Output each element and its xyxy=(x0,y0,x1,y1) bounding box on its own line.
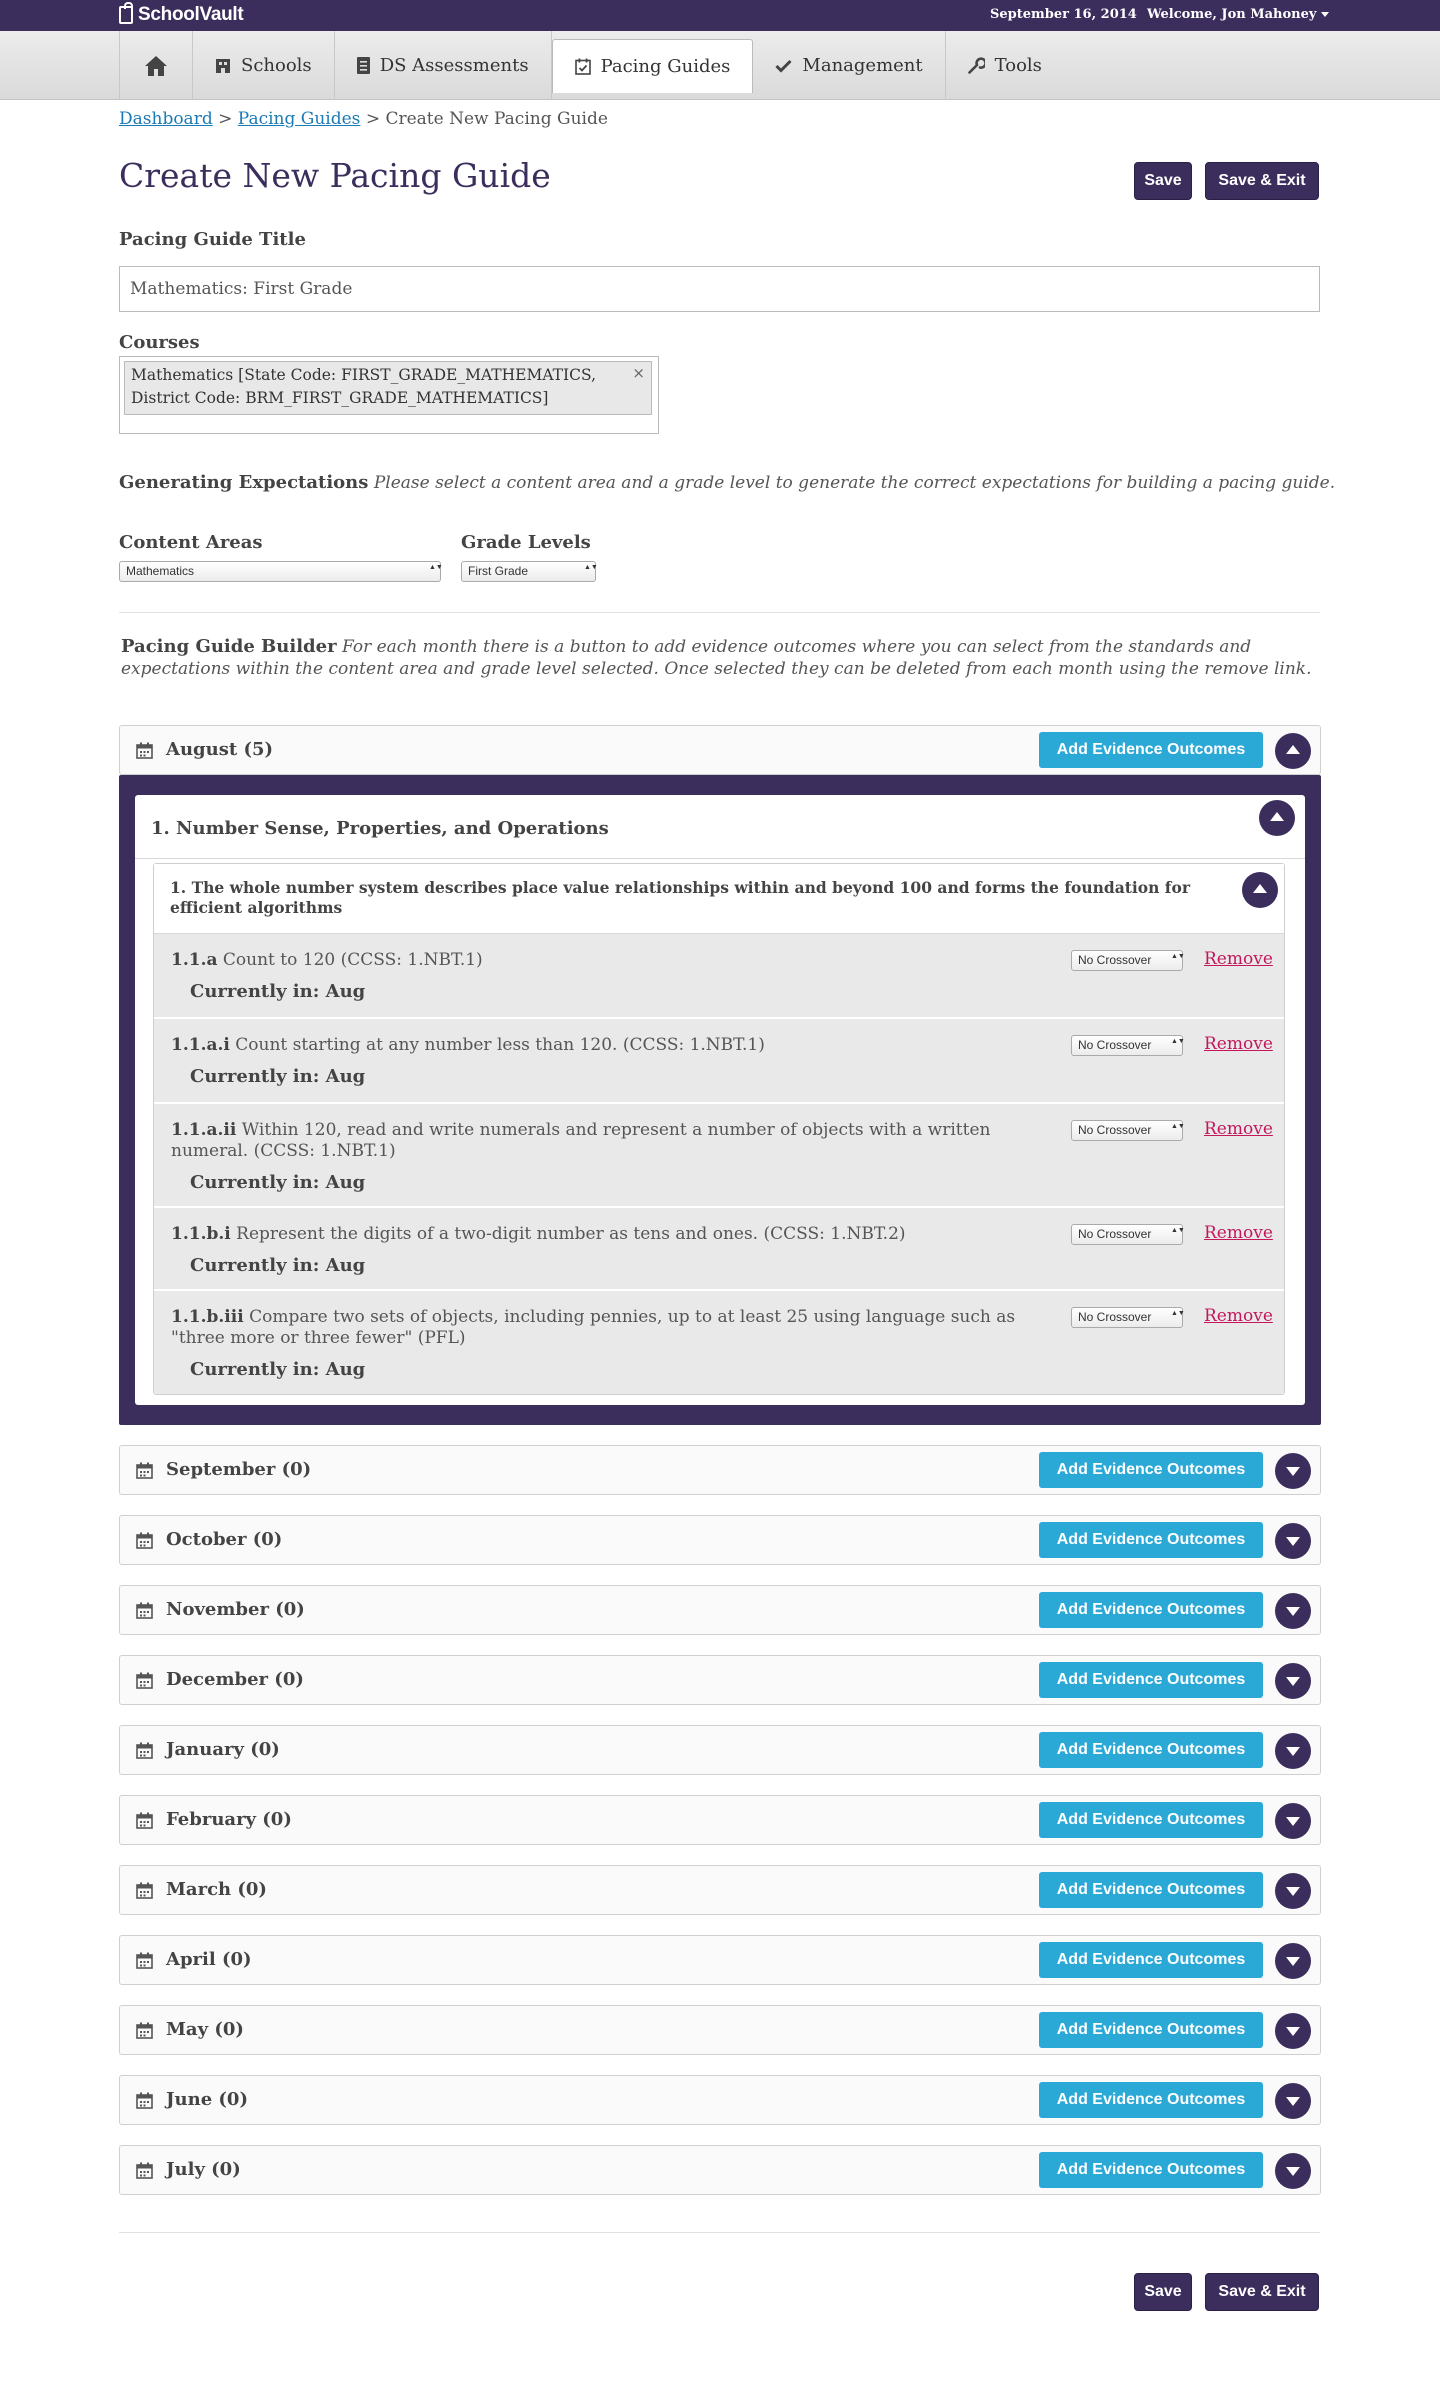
document-icon xyxy=(357,57,370,74)
course-chip xyxy=(124,361,652,415)
calendar-icon xyxy=(136,2022,153,2039)
collapse-up-icon[interactable] xyxy=(1242,872,1278,908)
crossover-value: No Crossover xyxy=(1078,1227,1152,1241)
expand-down-icon[interactable] xyxy=(1275,1663,1311,1699)
breadcrumb-separator: > xyxy=(365,109,381,129)
select-arrows-icon: ▲▼ xyxy=(429,564,443,571)
month-july[interactable] xyxy=(119,2145,1321,2195)
crossover-value: No Crossover xyxy=(1078,1123,1152,1137)
month-february[interactable] xyxy=(119,1795,1321,1845)
add-evidence-outcomes-button[interactable]: Add Evidence Outcomes xyxy=(1039,732,1263,768)
content-area-select[interactable] xyxy=(119,561,441,582)
add-evidence-outcomes-button[interactable]: Add Evidence Outcomes xyxy=(1039,1732,1263,1768)
breadcrumb-current: Create New Pacing Guide xyxy=(385,109,608,129)
expand-down-icon[interactable] xyxy=(1275,2153,1311,2189)
select-arrows-icon: ▲▼ xyxy=(1171,1227,1185,1234)
home-icon xyxy=(144,55,168,77)
pacing-guide-builder-intro xyxy=(121,636,1326,680)
remove-link[interactable]: Remove xyxy=(1204,949,1273,969)
calendar-icon xyxy=(136,1882,153,1899)
remove-link[interactable]: Remove xyxy=(1204,1119,1273,1139)
nav-pacing-guides-label: Pacing Guides xyxy=(600,56,731,77)
month-label: January (0) xyxy=(166,1739,280,1760)
august-panel xyxy=(119,775,1321,1425)
outcome-current: Currently in: Aug xyxy=(190,1359,366,1380)
month-january[interactable] xyxy=(119,1725,1321,1775)
calendar-check-icon xyxy=(575,58,591,75)
grade-level-value: First Grade xyxy=(468,564,529,578)
save-exit-button-bottom[interactable]: Save & Exit xyxy=(1205,2273,1319,2311)
calendar-icon xyxy=(136,2162,153,2179)
breadcrumb xyxy=(119,109,608,129)
nav-tools-label: Tools xyxy=(994,55,1042,76)
calendar-icon xyxy=(136,1812,153,1829)
brand-logo[interactable] xyxy=(119,4,243,26)
save-button-bottom[interactable]: Save xyxy=(1134,2273,1192,2311)
crossover-value: No Crossover xyxy=(1078,1038,1152,1052)
breadcrumb-dashboard-link[interactable]: Dashboard xyxy=(119,109,213,129)
nav-home[interactable] xyxy=(120,31,193,100)
add-evidence-outcomes-button[interactable]: Add Evidence Outcomes xyxy=(1039,1592,1263,1628)
expand-down-icon[interactable] xyxy=(1275,2013,1311,2049)
generating-description: Please select a content area and a grade level to generate the correct expectations for building a pacing guide. xyxy=(373,473,1336,493)
top-bar xyxy=(0,0,1440,31)
content-areas-label: Content Areas xyxy=(119,532,263,553)
welcome-text: Welcome, Jon Mahoney xyxy=(1147,7,1317,22)
month-may[interactable] xyxy=(119,2005,1321,2055)
domain-card xyxy=(135,795,1305,1405)
crossover-value: No Crossover xyxy=(1078,1310,1152,1324)
nav-management-label: Management xyxy=(802,55,923,76)
outcome-text xyxy=(171,1120,1051,1162)
month-label: August (5) xyxy=(166,739,273,760)
outcome-description: Compare two sets of objects, including pennies, up to at least 25 using language such as "three more or three fewer" (PFL) xyxy=(171,1307,1016,1348)
divider xyxy=(119,612,1320,613)
outcome-current: Currently in: Aug xyxy=(190,1172,366,1193)
builder-description: For each month there is a button to add evidence outcomes where you can select from the standards and expectations within the content area and grade level selected. Once selected they can be deleted from each month using the remove link. xyxy=(121,637,1312,679)
breadcrumb-pacing-guides-link[interactable]: Pacing Guides xyxy=(237,109,361,129)
select-arrows-icon: ▲▼ xyxy=(584,564,598,571)
generating-expectations xyxy=(119,472,1335,493)
expand-down-icon[interactable] xyxy=(1275,1733,1311,1769)
wrench-icon xyxy=(968,57,985,74)
standard-title: 1. The whole number system describes place value relationships within and beyond 100 and forms the foundation for efficient algorithms xyxy=(170,878,1190,917)
generating-heading: Generating Expectations xyxy=(119,472,369,493)
expand-down-icon[interactable] xyxy=(1275,1593,1311,1629)
save-button[interactable]: Save xyxy=(1134,162,1192,200)
month-label: June (0) xyxy=(166,2089,248,2110)
nav-ds-assessments-label: DS Assessments xyxy=(379,55,529,76)
add-evidence-outcomes-button[interactable]: Add Evidence Outcomes xyxy=(1039,2082,1263,2118)
add-evidence-outcomes-button[interactable]: Add Evidence Outcomes xyxy=(1039,1522,1263,1558)
nav-management[interactable] xyxy=(753,31,945,100)
outcome-current: Currently in: Aug xyxy=(190,1255,366,1276)
remove-link[interactable]: Remove xyxy=(1204,1034,1273,1054)
outcome-description: Represent the digits of a two-digit number as tens and ones. (CCSS: 1.NBT.2) xyxy=(236,1224,906,1244)
month-august[interactable] xyxy=(119,725,1321,775)
collapse-up-icon[interactable] xyxy=(1259,800,1295,836)
month-label: November (0) xyxy=(166,1599,305,1620)
crossover-select[interactable] xyxy=(1071,1224,1183,1245)
breadcrumb-separator: > xyxy=(218,109,233,129)
expand-down-icon[interactable] xyxy=(1275,1453,1311,1489)
title-label: Pacing Guide Title xyxy=(119,229,306,250)
month-label: February (0) xyxy=(166,1809,292,1830)
calendar-icon xyxy=(136,742,153,759)
collapse-up-icon[interactable] xyxy=(1275,733,1311,769)
domain-title: 1. Number Sense, Properties, and Operations xyxy=(151,818,609,839)
month-september[interactable] xyxy=(119,1445,1321,1495)
builder-heading: Pacing Guide Builder xyxy=(121,636,337,657)
courses-multiselect[interactable] xyxy=(119,356,659,434)
pacing-guide-title-input[interactable]: Mathematics: First Grade xyxy=(119,266,1320,312)
course-chip-text: Mathematics [State Code: FIRST_GRADE_MATHEMATICS, District Code: BRM_FIRST_GRADE_MATHEMATICS] xyxy=(131,366,596,407)
expand-down-icon[interactable] xyxy=(1275,1523,1311,1559)
outcome-current: Currently in: Aug xyxy=(190,1066,366,1087)
standard-header[interactable] xyxy=(154,864,1284,934)
outcome-code: 1.1.a.i xyxy=(171,1035,230,1055)
grade-level-select[interactable] xyxy=(461,561,596,582)
checkmark-icon xyxy=(775,59,792,73)
caret-down-icon xyxy=(1321,12,1329,17)
month-april[interactable] xyxy=(119,1935,1321,1985)
divider xyxy=(119,2232,1320,2233)
standard-card xyxy=(153,863,1285,1395)
month-label: December (0) xyxy=(166,1669,304,1690)
page-title: Create New Pacing Guide xyxy=(119,156,551,195)
main-nav xyxy=(0,31,1440,100)
crossover-value: No Crossover xyxy=(1078,953,1152,967)
outcome-code: 1.1.a.ii xyxy=(171,1120,237,1140)
nav-schools[interactable] xyxy=(193,31,335,100)
crossover-select[interactable] xyxy=(1071,1307,1183,1328)
outcome-row xyxy=(154,1208,1284,1291)
user-menu[interactable] xyxy=(1147,7,1329,22)
expand-down-icon[interactable] xyxy=(1275,1873,1311,1909)
outcome-row xyxy=(154,934,1284,1019)
outcome-code: 1.1.b.iii xyxy=(171,1307,244,1327)
content-area-value: Mathematics xyxy=(126,564,195,578)
outcome-description: Within 120, read and write numerals and represent a number of objects with a written numeral. (CCSS: 1.NBT.1) xyxy=(171,1120,991,1161)
crossover-select[interactable] xyxy=(1071,1120,1183,1141)
outcome-current: Currently in: Aug xyxy=(190,981,366,1002)
month-label: October (0) xyxy=(166,1529,283,1550)
calendar-icon xyxy=(136,1672,153,1689)
domain-header[interactable] xyxy=(135,795,1305,859)
add-evidence-outcomes-button[interactable]: Add Evidence Outcomes xyxy=(1039,1452,1263,1488)
calendar-icon xyxy=(136,1462,153,1479)
add-evidence-outcomes-button[interactable]: Add Evidence Outcomes xyxy=(1039,1802,1263,1838)
month-label: May (0) xyxy=(166,2019,244,2040)
calendar-icon xyxy=(136,2092,153,2109)
remove-link[interactable]: Remove xyxy=(1204,1223,1273,1243)
add-evidence-outcomes-button[interactable]: Add Evidence Outcomes xyxy=(1039,2012,1263,2048)
outcome-text xyxy=(171,1224,1051,1245)
select-arrows-icon: ▲▼ xyxy=(1171,1310,1185,1317)
outcome-text xyxy=(171,950,1051,971)
month-november[interactable] xyxy=(119,1585,1321,1635)
nav-pacing-guides[interactable] xyxy=(552,39,754,93)
select-arrows-icon: ▲▼ xyxy=(1171,1038,1185,1045)
courses-label: Courses xyxy=(119,332,200,353)
schools-icon xyxy=(215,58,231,74)
outcome-text xyxy=(171,1307,1051,1349)
current-date: September 16, 2014 xyxy=(990,7,1137,22)
remove-link[interactable]: Remove xyxy=(1204,1306,1273,1326)
outcome-description: Count to 120 (CCSS: 1.NBT.1) xyxy=(222,950,483,970)
expand-down-icon[interactable] xyxy=(1275,2083,1311,2119)
outcome-code: 1.1.b.i xyxy=(171,1224,231,1244)
calendar-icon xyxy=(136,1952,153,1969)
add-evidence-outcomes-button[interactable]: Add Evidence Outcomes xyxy=(1039,1872,1263,1908)
vault-icon xyxy=(119,6,133,24)
calendar-icon xyxy=(136,1742,153,1759)
outcome-text xyxy=(171,1035,1051,1056)
add-evidence-outcomes-button[interactable]: Add Evidence Outcomes xyxy=(1039,1662,1263,1698)
crossover-select[interactable] xyxy=(1071,950,1183,971)
outcome-description: Count starting at any number less than 120. (CCSS: 1.NBT.1) xyxy=(235,1035,765,1055)
outcome-code: 1.1.a xyxy=(171,950,218,970)
month-december[interactable] xyxy=(119,1655,1321,1705)
grade-levels-label: Grade Levels xyxy=(461,532,591,553)
outcome-row xyxy=(154,1104,1284,1208)
nav-ds-assessments[interactable] xyxy=(335,31,552,100)
add-evidence-outcomes-button[interactable]: Add Evidence Outcomes xyxy=(1039,2152,1263,2188)
expand-down-icon[interactable] xyxy=(1275,1803,1311,1839)
chip-remove-icon[interactable]: × xyxy=(632,364,645,382)
add-evidence-outcomes-button[interactable]: Add Evidence Outcomes xyxy=(1039,1942,1263,1978)
month-label: March (0) xyxy=(166,1879,267,1900)
expand-down-icon[interactable] xyxy=(1275,1943,1311,1979)
month-label: September (0) xyxy=(166,1459,312,1480)
nav-schools-label: Schools xyxy=(241,55,312,76)
nav-tools[interactable] xyxy=(946,31,1064,100)
outcome-row xyxy=(154,1019,1284,1104)
crossover-select[interactable] xyxy=(1071,1035,1183,1056)
save-exit-button[interactable]: Save & Exit xyxy=(1205,162,1319,200)
select-arrows-icon: ▲▼ xyxy=(1171,953,1185,960)
month-march[interactable] xyxy=(119,1865,1321,1915)
calendar-icon xyxy=(136,1532,153,1549)
calendar-icon xyxy=(136,1602,153,1619)
brand-name: SchoolVault xyxy=(138,4,244,25)
month-october[interactable] xyxy=(119,1515,1321,1565)
month-label: July (0) xyxy=(166,2159,241,2180)
outcome-row xyxy=(154,1291,1284,1394)
month-label: April (0) xyxy=(166,1949,252,1970)
select-arrows-icon: ▲▼ xyxy=(1171,1123,1185,1130)
month-june[interactable] xyxy=(119,2075,1321,2125)
